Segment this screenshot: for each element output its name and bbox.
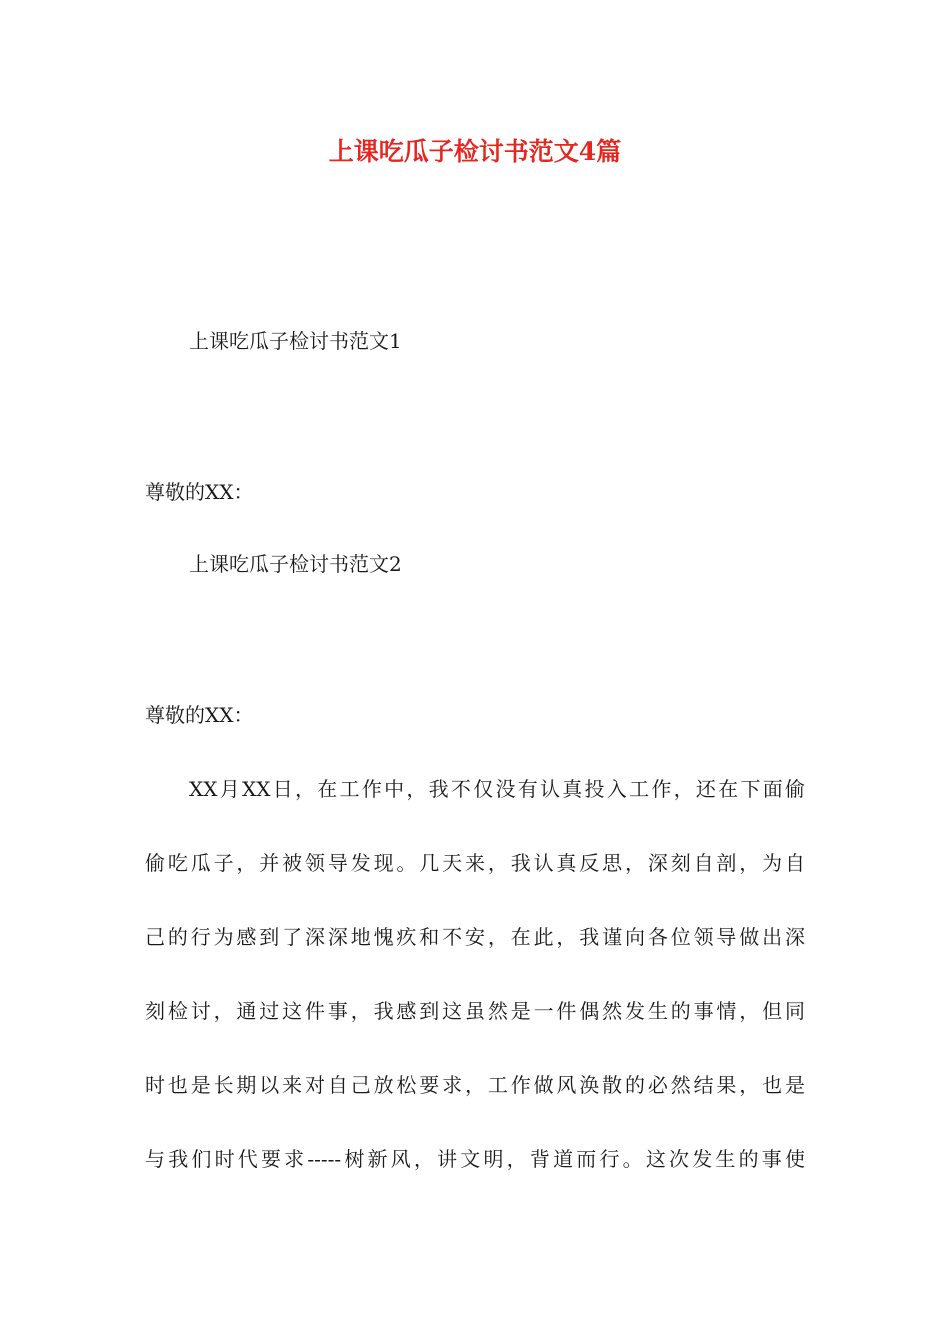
section1-salutation: 尊敬的XX： [145,480,254,504]
body-line: 与我们时代要求-----树新风，讲文明，背道而行。这次发生的事使 [145,1147,805,1171]
document-title: 上课吃瓜子检讨书范文4篇 [328,137,622,166]
body-line: 偷吃瓜子，并被领导发现。几天来，我认真反思，深刻自剖，为自 [145,851,805,875]
body-line: 刻检讨，通过这件事，我感到这虽然是一件偶然发生的事情，但同 [145,999,805,1023]
section2-heading: 上课吃瓜子检讨书范文2 [189,552,402,576]
section2-salutation: 尊敬的XX： [145,703,254,727]
body-line: 时也是长期以来对自己放松要求，工作做风涣散的必然结果，也是 [145,1073,805,1097]
section1-heading: 上课吃瓜子检讨书范文1 [189,329,402,353]
body-line: 己的行为感到了深深地愧疚和不安，在此，我谨向各位领导做出深 [145,925,805,949]
body-line: XX月XX日，在工作中，我不仅没有认真投入工作，还在下面偷 [189,777,805,801]
